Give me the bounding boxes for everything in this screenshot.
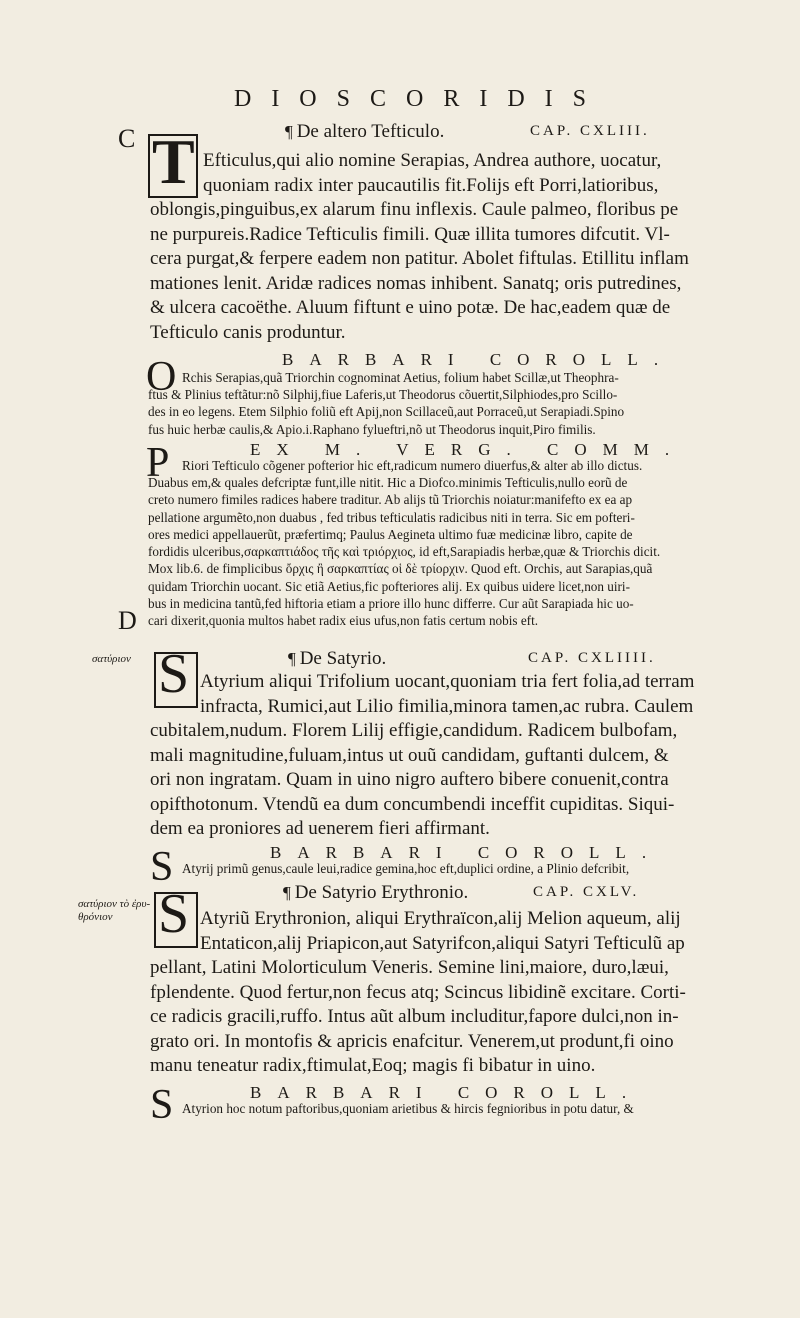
text-line: Rchis Serapias,quã Triorchin cognominat Aetius, folium habet Scillæ,ut Theophra- [182,370,619,385]
barbari-text [182,860,772,877]
text-line: ores medici appellauerũt, præfertimq; Paulus Aegineta ultimo fuæ medicinæ libro, capite de [148,526,633,542]
text-line: fus huic herbæ caulis,& Apio.i.Raphano fylueftri,nõ ut Theodorus inquit,Piro fimilis. [148,421,596,437]
text-line: dem ea proniores ad uenerem fieri affirmant. [150,818,490,840]
text-line: Atyriũ Erythronion, aliqui Erythraïcon,alij Melion aqueum, alij [200,908,681,929]
margin-note-erythronion: σατύριον τὸ ἐρυ-θρόνιον [78,898,151,923]
running-head: DIOSCORIDIS [233,86,606,112]
text-line: fordidis ulceribus,σαρκαπτιάδος τῆς καὶ τριόρχιος, id eft,Sarapiadis herbæ,quæ & Triorchis dicit. [148,544,661,560]
barbari-heading: BARBARI COROLL. [270,843,663,862]
pilcrow-icon: ¶ [288,649,296,668]
barbari-heading: BARBARI COROLL. [282,350,675,369]
barbari-text-b [148,386,772,438]
text-line: quoniam radix inter paucautilis fit.Folijs eft Porri,latioribus, [203,174,659,196]
chapter-143-text-b [150,198,774,346]
text-line: mali magnitudine,fuluam,intus ut ouũ candidam, guftanti dulcem, & [150,744,669,766]
chapter-number: CAP. CXLIIII. [528,650,656,666]
chapter-145-text-b [150,956,774,1079]
drop-cap-initial: O [146,354,177,400]
text-line: infracta, Rumici,aut Lilio fimilia,minora tamen,ac rubra. Caulem [200,695,694,717]
text-line: pellatione argumẽto,non duabus , fed tribus tefticulatis radicibus niti in terra. Sic em pofteri- [148,509,635,525]
text-line: cari dixerit,quonia multos habet radix eius ufus,non fatis certum nobis eft. [148,613,539,629]
chapter-number: CAP. CXLV. [533,884,640,900]
drop-cap-initial: S [150,844,174,890]
commentary-heading: EX M. VERG. COMM. [250,440,686,459]
margin-letter-c: C [118,124,136,153]
chapter-144-text-b [150,719,774,842]
pilcrow-icon: ¶ [283,883,291,902]
text-line: grato ori. In montofis & apricis enafcitur. Venerem,ut produnt,fi oino [150,1030,674,1052]
text-line: Entaticon,alij Priapicon,aut Satyrifcon,aliqui Satyri Tefticulũ ap [200,932,685,954]
text-line: ftus & Plinius teftãtur:nõ Silphij,fiue Laferis,ut Theodorus cõuertit,Silphiodes,pro Scillo- [148,387,618,402]
chapter-144-text-a [200,670,774,719]
text-line: Mox lib.6. de fimplicibus ὄρχις ἢ σαρκαπτίας οἱ δὲ τρίορχιν. Quod eft. Orchis, aut Sarapias,quã [148,561,653,577]
chapter-143-text-a [203,149,771,198]
barbari-text [182,1100,774,1117]
text-line: creto numero fimiles radices habere traditur. Ab alijs tũ Triorchis noiatur:manifefto ex ea ap [148,492,633,508]
text-line: Atyrion hoc notum paftoribus,quoniam arietibus & hircis fegnioribus in potu datur, & [182,1101,634,1116]
chapter-title: De altero Tefticulo. [296,121,445,142]
chapter-heading-143 [285,121,650,143]
chapter-number: CAP. CXLIII. [530,123,650,139]
drop-cap-initial: S [150,1082,174,1128]
drop-cap-initial: P [146,440,170,486]
text-line: pellant, Latini Molorticulum Veneris. Semine lini,maiore, duro,læui, [150,957,669,978]
text-line: Atyrij primũ genus,caule leui,radice gemina,hoc eft,duplici ordine, a Plinio defcribit, [182,861,630,876]
text-line: quidam Triorchin uocant. Sic etiã Aetius,fic pofteriores alij. Ex quibus uidere licet,non uiri- [148,578,630,594]
chapter-145-text-a [200,907,774,956]
text-line: opifthotonum. Vtendũ ea dum concumbendi inceffit cupiditas. Siqui- [150,793,675,815]
text-line: ori non ingratam. Quam in uino nigro auftero bibere conuenit,contra [150,769,669,791]
text-line: Duabus em,& quales defcriptæ funt,ille nitit. Hic a Diofco.minimis Tefticulis,nullo eorũ de [148,475,628,490]
text-line: bus in medicina tantũ,fed hiftoria etiam a priore illo hunc differre. Cur aũt Sarapiada hic uo- [148,596,634,612]
chapter-title: De Satyrio Erythronio. [294,882,469,903]
text-line: ne purpureis.Radice Tefticulis fimili. Quæ illita tumores difcutit. Vl- [150,223,670,245]
text-line: cera purgat,& ferpere eadem non patitur. Abolet fiftulas. Etillitu inflam [150,248,689,270]
text-line: cubitalem,nudum. Florem Lilij effigie,candidum. Radicem bulbofam, [150,720,678,741]
text-line: fplendente. Quod fertur,non fecus atq; Scincus libidinẽ excitare. Corti- [150,981,686,1003]
chapter-heading-145 [283,882,640,904]
drop-cap-initial: T [152,126,195,197]
text-line: & ulcera cacoëthe. Aluum fiftunt e uino potæ. De hac,eadem quæ de [150,297,671,319]
commentary-text-b [148,474,772,630]
chapter-heading-144 [288,648,656,670]
pilcrow-icon: ¶ [285,122,293,141]
text-line: Riori Tefticulo cõgener pofterior hic eft,radicum numero diuerfus,& alter ab illo dictus. [182,458,643,473]
commentary-text-a [182,457,772,474]
margin-letter-d: D [118,606,137,635]
text-line: oblongis,pinguibus,ex alarum finu inflexis. Caule palmeo, floribus pe [150,199,679,220]
text-line: Tefticulo canis produntur. [150,321,346,343]
chapter-title: De Satyrio. [299,648,387,669]
text-line: Efticulus,qui alio nomine Serapias, Andrea authore, uocatur, [203,150,662,171]
drop-cap-initial: S [158,643,190,705]
text-line: manu teneatur radix,ftimulat,Eoq; magis fi bibatur in uino. [150,1055,596,1077]
text-line: des in eo legens. Etem Silphio foliũ eft Apij,non Scillaceũ,aut Porraceũ,ut Serapiadi.Spino [148,404,625,420]
text-line: ce radicis gracili,ruffo. Intus aũt album includitur,fapore dulci,non in- [150,1006,679,1028]
barbari-heading: BARBARI COROLL. [250,1083,643,1102]
drop-cap-initial: S [158,883,190,945]
barbari-text-a [182,369,772,386]
text-line: Atyrium aliqui Trifolium uocant,quoniam tria fert folia,ad terram [200,671,695,692]
margin-note-satyrion: σατύριον [92,653,131,665]
text-line: mationes lenit. Aridæ radices nomas inhibent. Sanatq; oris putredines, [150,272,682,294]
